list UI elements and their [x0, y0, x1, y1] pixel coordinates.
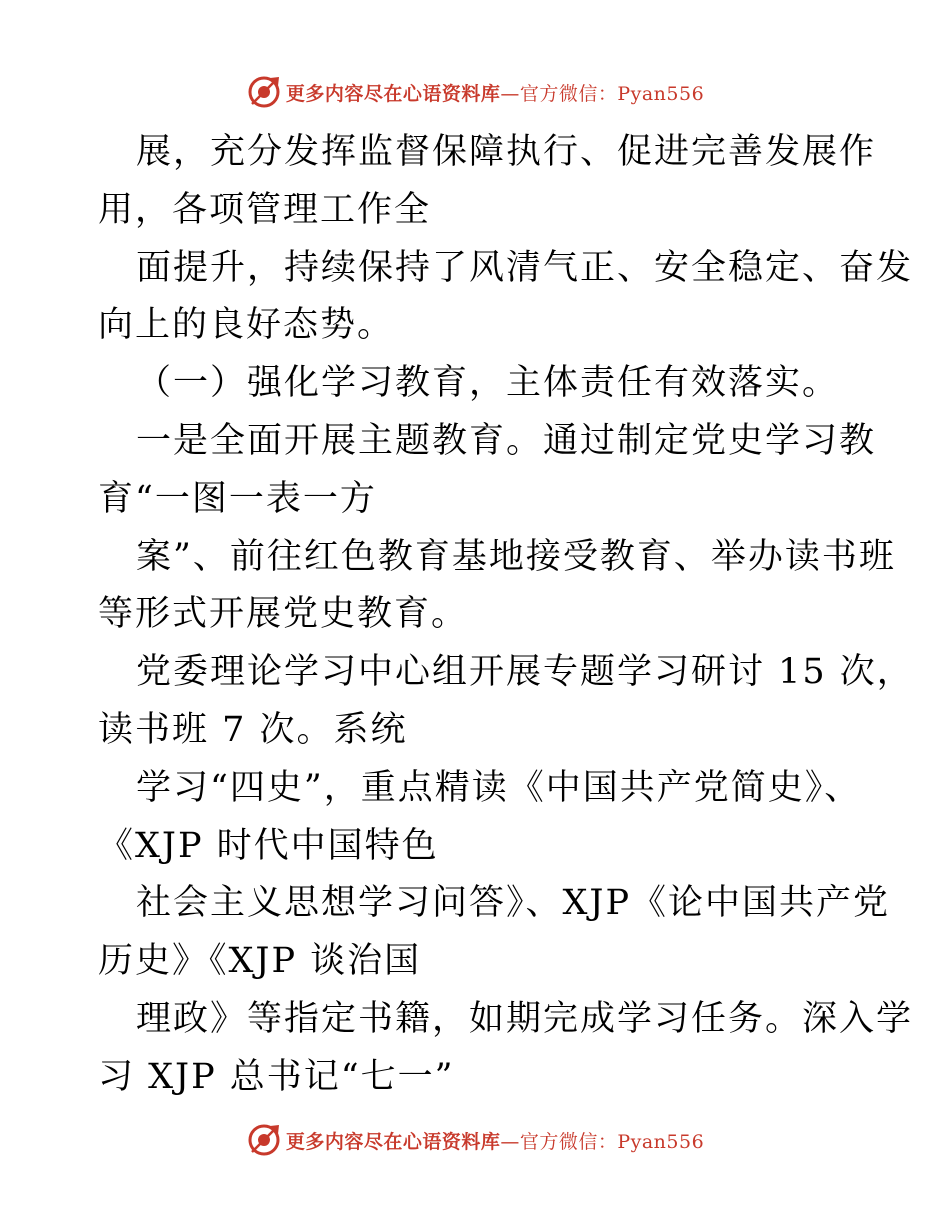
header-wechat-text: 官方微信：Pyan556 [519, 82, 705, 105]
body-text-line: 向上的良好态势。 [98, 305, 395, 346]
body-text-line: 一是全面开展主题教育。通过制定党史学习教 [136, 420, 877, 461]
body-text-line: 读书班 7 次。系统 [98, 709, 408, 750]
header-banner-text [286, 79, 704, 106]
body-text-line: 党委理论学习中心组开展专题学习研讨 15 次， [136, 652, 914, 693]
body-text-line: 社会主义思想学习问答》、XJP《论中国共产党 [136, 883, 890, 924]
body-text-line: 等形式开展党史教育。 [98, 594, 469, 635]
header-lead-text: 更多内容尽在心语资料库 [285, 82, 501, 105]
footer-wechat-text: 官方微信：Pyan556 [519, 1130, 705, 1153]
body-text-line: （一）强化学习教育，主体责任有效落实。 [136, 363, 840, 404]
header-banner [0, 72, 950, 112]
body-text-line: 用，各项管理工作全 [98, 189, 432, 230]
body-text-line: 面提升，持续保持了风清气正、安全稳定、奋发 [136, 247, 914, 288]
body-text-line: 习 XJP 总书记“七一” [98, 1056, 455, 1097]
body-text-line: 育“一图一表一方 [98, 478, 377, 519]
quill-pen-logo-icon [246, 74, 282, 110]
document-body [98, 124, 914, 1107]
body-text-line: 理政》等指定书籍，如期完成学习任务。深入学 [136, 998, 914, 1039]
footer-lead-text: 更多内容尽在心语资料库 [285, 1130, 501, 1153]
body-text-line: 历史》《XJP 谈治国 [98, 941, 422, 982]
quill-pen-logo-icon [246, 1122, 282, 1158]
body-text-line: 展，充分发挥监督保障执行、促进完善发展作 [136, 132, 877, 172]
footer-banner [0, 1120, 950, 1160]
footer-banner-text [286, 1127, 704, 1154]
body-text-line: 案”、前往红色教育基地接受教育、举办读书班 [136, 536, 896, 577]
body-text-line: 《XJP 时代中国特色 [98, 825, 439, 866]
header-separator: — [500, 82, 520, 105]
footer-separator: — [500, 1130, 520, 1153]
body-text-line: 学习“四史”，重点精读《中国共产党简史》、 [136, 767, 862, 808]
